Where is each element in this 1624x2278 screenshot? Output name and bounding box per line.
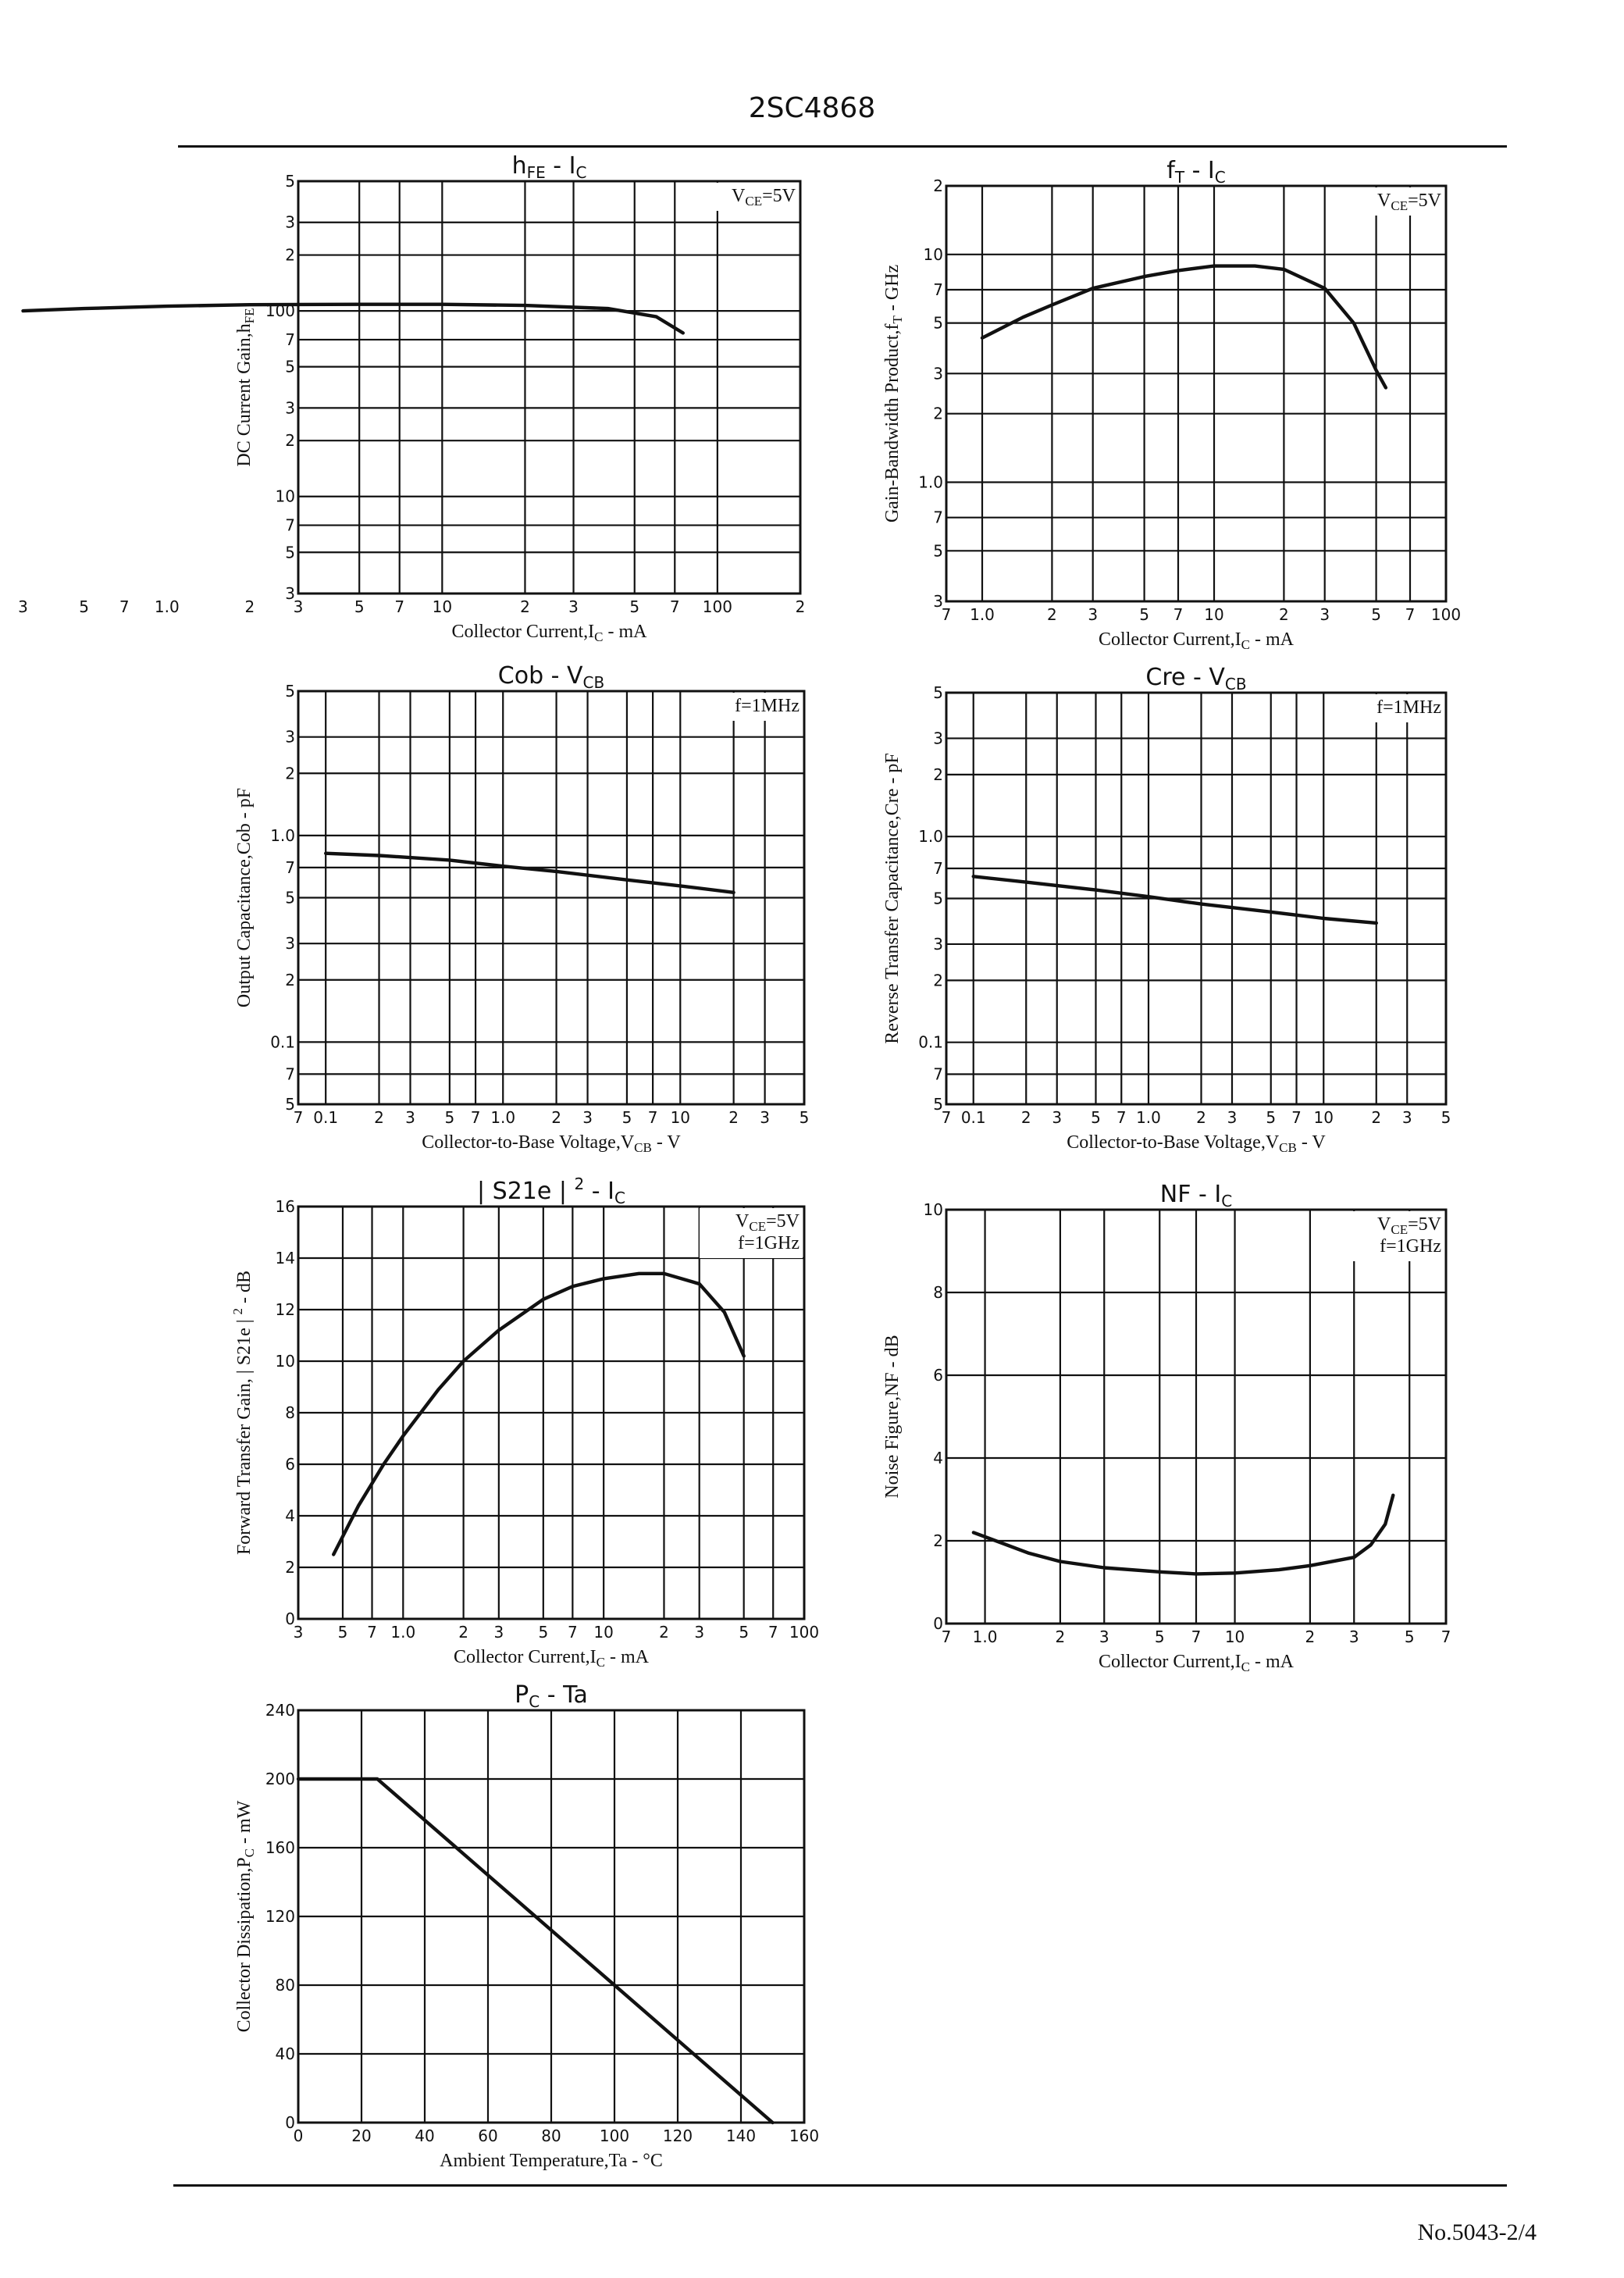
hfe_ic-x-tick-label: 7: [669, 597, 680, 616]
s21e_ic-y-tick-label: 4: [285, 1506, 295, 1525]
cre_vcb-title: Cre - $V_{CB}$: [1145, 664, 1247, 693]
nf_ic-x-tick-label: 5: [1154, 1627, 1165, 1646]
nf_ic-x-tick-label: 7: [1191, 1627, 1202, 1646]
cob_vcb-series-line: [326, 854, 733, 893]
cob_vcb-y-tick-label: 0.1: [270, 1032, 295, 1052]
cre_vcb-y-tick-label: 5: [933, 683, 943, 702]
pc_ta-x-tick-label: 80: [541, 2126, 561, 2145]
s21e_ic-y-tick-label: 2: [285, 1558, 295, 1577]
nf_ic-x-tick-label: 3: [1348, 1627, 1359, 1646]
ft_ic-y-tick-label: 3: [933, 364, 943, 383]
hfe_ic-y-tick-label: 3: [285, 212, 295, 232]
ft_ic-x-tick-label: 3: [1320, 605, 1330, 624]
cre_vcb-x-tick-label: 5: [1091, 1108, 1101, 1127]
hfe_ic-y-tick-label: 7: [285, 515, 295, 535]
page-title: 2SC4868: [748, 92, 876, 124]
s21e_ic-x-tick-label: 3: [694, 1623, 705, 1642]
nf_ic-y-tick-label: 4: [933, 1449, 943, 1467]
page-number: No.5043-2/4: [1417, 2219, 1537, 2245]
s21e_ic-chart: [230, 1175, 819, 1670]
s21e_ic-y-tick-label: 8: [285, 1403, 295, 1422]
hfe_ic-x-tick-label: 2: [244, 597, 255, 616]
hfe_ic-y-tick-label: 2: [285, 245, 295, 265]
hfe_ic-condition-label: $V_{CE}=5V$: [732, 186, 796, 209]
ft_ic-y-tick-label: 10: [923, 244, 943, 264]
hfe_ic-plot-frame: [298, 181, 800, 594]
ft_ic-ylabel: Gain-Bandwidth $Product,f_T$ - GHz: [882, 264, 905, 523]
cob_vcb-x-tick-label: 3: [405, 1108, 415, 1127]
cob_vcb-y-tick-label: 3: [285, 727, 295, 747]
cob_vcb-condition-label: f=1MHz: [735, 696, 800, 716]
hfe_ic-ylabel: DC Current $Gain,h_{FE}$: [234, 308, 257, 467]
nf_ic-condition-label: $V_{CE}=5V$: [1377, 1214, 1441, 1237]
ft_ic-y-tick-label: 2: [933, 176, 943, 195]
pc_ta-ylabel: Collector $Dissipation,P_C$ - mW: [234, 1800, 257, 2033]
hfe_ic-y-tick-label: 2: [285, 431, 295, 451]
hfe_ic-x-tick-label: 5: [629, 597, 640, 616]
cre_vcb-ylabel: Reverse Transfer Capacitance,Cre - pF: [882, 753, 903, 1044]
nf_ic-y-tick-label: 8: [933, 1283, 943, 1302]
pc_ta-title: $P_C$ - Ta: [515, 1681, 588, 1711]
ft_ic-y-tick-label: 3: [933, 592, 943, 611]
pc_ta-y-tick-label: 40: [275, 2044, 295, 2063]
cre_vcb-y-tick-label: 2: [933, 971, 943, 990]
cre_vcb-x-tick-label: 2: [1371, 1108, 1382, 1127]
s21e_ic-x-tick-label: 7: [367, 1623, 377, 1642]
hfe_ic-y-tick-label: 100: [265, 301, 295, 321]
cre_vcb-y-tick-label: 7: [933, 858, 943, 878]
cob_vcb-y-tick-label: 3: [285, 934, 295, 954]
cre_vcb-x-tick-label: 3: [1401, 1108, 1412, 1127]
ft_ic-x-tick-label: 7: [1405, 605, 1416, 624]
pc_ta-y-tick-label: 240: [265, 1701, 295, 1720]
ft_ic-x-tick-label: 2: [1279, 605, 1289, 624]
ft_ic-x-tick-label: 5: [1371, 605, 1381, 624]
cob_vcb-x-tick-label: 3: [760, 1108, 770, 1127]
nf_ic-chart: [882, 1181, 1451, 1674]
pc_ta-x-tick-label: 100: [599, 2126, 630, 2145]
ft_ic-x-tick-label: 10: [1204, 605, 1224, 624]
cob_vcb-y-tick-label: 5: [285, 682, 295, 701]
s21e_ic-x-tick-label: 7: [567, 1623, 578, 1642]
ft_ic-y-tick-label: 2: [933, 404, 943, 423]
cob_vcb-y-tick-label: 7: [285, 1064, 295, 1084]
cob_vcb-y-tick-label: 5: [285, 1095, 295, 1114]
nf_ic-x-tick-label: 3: [1099, 1627, 1109, 1646]
s21e_ic-x-tick-label: 10: [593, 1623, 614, 1642]
cre_vcb-condition-label: f=1MHz: [1376, 697, 1441, 718]
cob_vcb-x-tick-label: 7: [647, 1108, 658, 1127]
cre_vcb-x-tick-label: 5: [1441, 1108, 1451, 1127]
pc_ta-y-tick-label: 200: [265, 1770, 295, 1788]
nf_ic-x-tick-label: 7: [941, 1627, 952, 1646]
hfe_ic-xlabel: Collector $Current,I_C$ - mA: [451, 622, 647, 644]
cre_vcb-y-tick-label: 3: [933, 729, 943, 748]
cre_vcb-x-tick-label: 2: [1196, 1108, 1206, 1127]
cob_vcb-y-tick-label: 2: [285, 970, 295, 989]
cob_vcb-title: Cob - $V_{CB}$: [497, 662, 605, 692]
pc_ta-y-tick-label: 160: [265, 1838, 295, 1857]
cre_vcb-series-line: [974, 876, 1376, 923]
nf_ic-ylabel: Noise Figure,NF - dB: [882, 1335, 903, 1499]
hfe_ic-x-tick-label: 2: [520, 597, 530, 616]
pc_ta-y-tick-label: 0: [285, 2113, 295, 2132]
ft_ic-x-tick-label: 5: [1139, 605, 1149, 624]
ft_ic-x-tick-label: 7: [941, 605, 952, 624]
nf_ic-x-tick-label: 7: [1441, 1627, 1451, 1646]
ft_ic-y-tick-label: 7: [933, 508, 943, 527]
nf_ic-title: NF - $I_C$: [1159, 1181, 1233, 1210]
ft_ic-x-tick-label: 7: [1173, 605, 1184, 624]
pc_ta-x-tick-label: 160: [789, 2126, 820, 2145]
nf_ic-condition-label: f=1GHz: [1380, 1236, 1441, 1257]
s21e_ic-x-tick-label: 100: [789, 1623, 820, 1642]
s21e_ic-x-tick-label: 5: [337, 1623, 348, 1642]
nf_ic-x-tick-label: 1.0: [972, 1627, 998, 1646]
s21e_ic-title: | S21e | $^2 - I_C$: [477, 1175, 625, 1207]
cre_vcb-x-tick-label: 10: [1313, 1108, 1334, 1127]
cob_vcb-x-tick-label: 10: [670, 1108, 691, 1127]
cob_vcb-x-tick-label: 5: [444, 1108, 455, 1127]
cre_vcb-x-tick-label: 2: [1020, 1108, 1031, 1127]
nf_ic-x-tick-label: 10: [1224, 1627, 1245, 1646]
hfe_ic-chart: [18, 152, 805, 644]
cob_vcb-x-tick-label: 2: [374, 1108, 384, 1127]
cre_vcb-y-tick-label: 0.1: [918, 1032, 943, 1052]
s21e_ic-x-tick-label: 5: [739, 1623, 750, 1642]
ft_ic-x-tick-label: 3: [1088, 605, 1099, 624]
ft_ic-y-tick-label: 5: [933, 541, 943, 561]
ft_ic-y-tick-label: 7: [933, 280, 943, 299]
hfe_ic-series-line: [23, 305, 683, 333]
pc_ta-y-tick-label: 80: [275, 1976, 295, 1995]
pc_ta-x-tick-label: 0: [293, 2126, 304, 2145]
hfe_ic-y-tick-label: 3: [285, 584, 295, 603]
nf_ic-y-tick-label: 2: [933, 1531, 943, 1550]
cob_vcb-x-tick-label: 3: [582, 1108, 593, 1127]
nf_ic-xlabel: Collector $Current,I_C$ - mA: [1099, 1652, 1294, 1674]
hfe_ic-y-tick-label: 7: [285, 330, 295, 349]
cre_vcb-y-tick-label: 2: [933, 765, 943, 784]
pc_ta-x-tick-label: 20: [351, 2126, 372, 2145]
cob_vcb-y-tick-label: 1.0: [270, 825, 295, 845]
s21e_ic-x-tick-label: 2: [659, 1623, 669, 1642]
cob_vcb-x-tick-label: 0.1: [313, 1108, 339, 1127]
cre_vcb-y-tick-label: 5: [933, 1095, 943, 1114]
hfe_ic-y-tick-label: 3: [285, 398, 295, 418]
cob_vcb-x-tick-label: 7: [470, 1108, 481, 1127]
cre_vcb-xlabel: Collector-to-Base $Voltage,V_{CB}$ - V: [1067, 1132, 1326, 1155]
cre_vcb-y-tick-label: 7: [933, 1064, 943, 1084]
cob_vcb-x-tick-label: 5: [799, 1108, 810, 1127]
hfe_ic-x-tick-label: 7: [119, 597, 130, 616]
ft_ic-chart: [882, 157, 1461, 652]
ft_ic-xlabel: Collector $Current,I_C$ - mA: [1099, 629, 1294, 652]
cob_vcb-x-tick-label: 7: [293, 1108, 304, 1127]
hfe_ic-x-tick-label: 7: [394, 597, 405, 616]
cre_vcb-x-tick-label: 3: [1052, 1108, 1063, 1127]
cob_vcb-y-tick-label: 5: [285, 888, 295, 907]
cre_vcb-x-tick-label: 0.1: [960, 1108, 986, 1127]
s21e_ic-x-tick-label: 1.0: [390, 1623, 416, 1642]
nf_ic-y-tick-label: 10: [923, 1200, 943, 1219]
hfe_ic-y-tick-label: 5: [285, 543, 295, 562]
s21e_ic-y-tick-label: 16: [275, 1197, 295, 1216]
cre_vcb-x-tick-label: 5: [1266, 1108, 1277, 1127]
pc_ta-chart: [234, 1681, 819, 2171]
cob_vcb-x-tick-label: 2: [728, 1108, 739, 1127]
hfe_ic-title: $h_{FE} - I_C$: [511, 152, 587, 182]
pc_ta-x-tick-label: 120: [662, 2126, 693, 2145]
hfe_ic-x-tick-label: 3: [293, 597, 304, 616]
s21e_ic-x-tick-label: 3: [493, 1623, 504, 1642]
hfe_ic-x-tick-label: 3: [18, 597, 28, 616]
hfe_ic-y-tick-label: 5: [285, 357, 295, 376]
hfe_ic-x-tick-label: 10: [432, 597, 453, 616]
pc_ta-series-line: [298, 1779, 773, 2123]
ft_ic-x-tick-label: 100: [1430, 605, 1462, 624]
ft_ic-x-tick-label: 1.0: [970, 605, 995, 624]
hfe_ic-y-tick-label: 10: [275, 487, 295, 506]
cob_vcb-xlabel: Collector-to-Base $Voltage,V_{CB}$ - V: [422, 1132, 681, 1155]
cob_vcb-y-tick-label: 7: [285, 857, 295, 877]
s21e_ic-x-tick-label: 3: [293, 1623, 304, 1642]
s21e_ic-y-tick-label: 14: [275, 1249, 295, 1267]
cre_vcb-y-tick-label: 1.0: [918, 827, 943, 847]
hfe_ic-x-tick-label: 3: [568, 597, 579, 616]
hfe_ic-x-tick-label: 100: [702, 597, 732, 616]
s21e_ic-condition-label: $V_{CE}=5V$: [735, 1211, 800, 1234]
nf_ic-x-tick-label: 5: [1404, 1627, 1415, 1646]
ft_ic-title: $f_T - I_C$: [1166, 157, 1226, 187]
s21e_ic-y-tick-label: 0: [285, 1610, 295, 1628]
pc_ta-x-tick-label: 140: [725, 2126, 757, 2145]
s21e_ic-series-line: [333, 1274, 744, 1555]
cre_vcb-x-tick-label: 7: [1116, 1108, 1127, 1127]
s21e_ic-y-tick-label: 6: [285, 1455, 295, 1474]
cre_vcb-x-tick-label: 1.0: [1136, 1108, 1161, 1127]
cre_vcb-x-tick-label: 7: [941, 1108, 952, 1127]
cre_vcb-y-tick-label: 5: [933, 889, 943, 908]
ft_ic-y-tick-label: 5: [933, 313, 943, 333]
nf_ic-y-tick-label: 6: [933, 1366, 943, 1385]
s21e_ic-y-tick-label: 10: [275, 1352, 295, 1371]
cre_vcb-x-tick-label: 7: [1291, 1108, 1302, 1127]
s21e_ic-condition-label: f=1GHz: [738, 1233, 800, 1253]
s21e_ic-xlabel: Collector $Current,I_C$ - mA: [454, 1647, 649, 1670]
s21e_ic-ylabel: Forward Transfer Gain, | S21e | $^2$ - dB: [230, 1270, 255, 1556]
hfe_ic-x-tick-label: 5: [354, 597, 365, 616]
ft_ic-x-tick-label: 2: [1047, 605, 1057, 624]
s21e_ic-y-tick-label: 12: [275, 1300, 295, 1319]
cob_vcb-x-tick-label: 1.0: [490, 1108, 516, 1127]
pc_ta-x-tick-label: 60: [478, 2126, 498, 2145]
s21e_ic-x-tick-label: 5: [538, 1623, 549, 1642]
hfe_ic-x-tick-label: 2: [795, 597, 806, 616]
cob_vcb-ylabel: Output Capacitance,Cob - pF: [234, 787, 255, 1008]
nf_ic-x-tick-label: 2: [1055, 1627, 1066, 1646]
cre_vcb-y-tick-label: 3: [933, 934, 943, 954]
cre_vcb-chart: [882, 664, 1451, 1155]
s21e_ic-x-tick-label: 2: [458, 1623, 468, 1642]
ft_ic-condition-label: $V_{CE}=5V$: [1377, 191, 1441, 213]
cre_vcb-x-tick-label: 3: [1227, 1108, 1238, 1127]
pc_ta-y-tick-label: 120: [265, 1907, 295, 1926]
nf_ic-x-tick-label: 2: [1305, 1627, 1316, 1646]
ft_ic-plot-frame: [946, 186, 1446, 601]
pc_ta-x-tick-label: 40: [415, 2126, 435, 2145]
pc_ta-xlabel: Ambient Temperature,Ta - °C: [440, 2151, 663, 2171]
hfe_ic-x-tick-label: 5: [79, 597, 90, 616]
cob_vcb-y-tick-label: 2: [285, 764, 295, 783]
hfe_ic-y-tick-label: 5: [285, 172, 295, 191]
nf_ic-series-line: [974, 1495, 1393, 1574]
nf_ic-y-tick-label: 0: [933, 1614, 943, 1633]
ft_ic-y-tick-label: 1.0: [918, 472, 943, 492]
hfe_ic-x-tick-label: 1.0: [154, 597, 180, 616]
cob_vcb-x-tick-label: 2: [551, 1108, 561, 1127]
s21e_ic-x-tick-label: 7: [767, 1623, 778, 1642]
cob_vcb-chart: [234, 662, 809, 1155]
cob_vcb-x-tick-label: 5: [621, 1108, 632, 1127]
